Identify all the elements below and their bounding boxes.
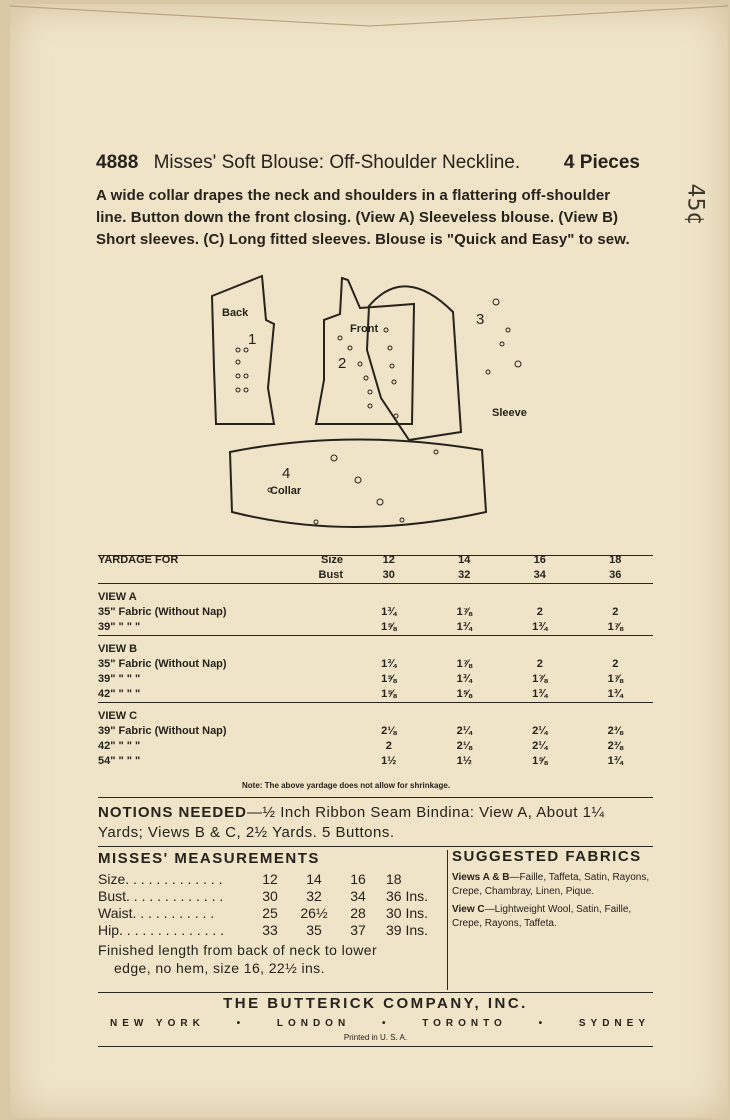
yardage-cell: 2 — [536, 606, 543, 618]
fabrics-c — [452, 903, 657, 931]
piece-back-label: Back — [222, 307, 249, 319]
notions-needed — [98, 803, 653, 843]
yardage-cell: 1⅝ — [381, 673, 397, 685]
city-sydney: SYDNEY — [578, 1018, 650, 1029]
yardage-cell: 1½ — [456, 755, 472, 767]
finished-length-line: edge, no hem, size 16, 22½ ins. — [114, 960, 325, 976]
fabrics-ab-label: Views A & B — [452, 872, 510, 883]
fabrics-title: SUGGESTED FABRICS — [452, 848, 642, 865]
yardage-row-label: 39" " " " — [98, 673, 141, 685]
measurement-value: 14 — [306, 871, 322, 887]
yardage-table — [98, 553, 653, 769]
notions-bottom-rule — [98, 846, 653, 847]
yardage-cell: 1⅞ — [607, 621, 623, 633]
measurement-value: 12 — [262, 871, 278, 887]
yardage-row-label: 35" Fabric (Without Nap) — [98, 658, 227, 670]
yardage-cell: 1⅝ — [381, 688, 397, 700]
finished-length — [98, 941, 448, 977]
view-b-label: VIEW B — [98, 643, 138, 655]
measurement-value: 28 — [350, 905, 366, 921]
bust-36: 36 — [609, 569, 622, 581]
yardage-cell: 1¾ — [456, 673, 472, 685]
yardage-row-label: 42" " " " — [98, 740, 141, 752]
bust-32: 32 — [458, 569, 471, 581]
measurement-value: 30 Ins. — [386, 905, 429, 921]
yardage-cell: 2 — [612, 658, 619, 670]
yardage-title: YARDAGE FOR — [98, 554, 179, 566]
description-line: A wide collar drapes the neck and shoulders in a flattering off-shoulder — [96, 187, 611, 204]
measurement-label: Bust. . . . . . . . . . . . . — [98, 888, 224, 904]
bust-30: 30 — [382, 569, 395, 581]
yardage-cell: 1¾ — [607, 688, 623, 700]
price-label: 45¢ — [682, 183, 708, 226]
city-new-york: NEW YORK — [110, 1018, 205, 1029]
misses-measurements — [98, 850, 448, 977]
yardage-row-label: 42" " " " — [98, 688, 141, 700]
city-toronto: TORONTO — [422, 1018, 507, 1029]
yardage-cell: 1⅞ — [456, 606, 472, 618]
piece-back-number: 1 — [248, 331, 257, 348]
yardage-row-label: 39" Fabric (Without Nap) — [98, 725, 227, 737]
yardage-cell: 1⅞ — [456, 658, 472, 670]
yardage-cell: 2 — [612, 606, 619, 618]
column-divider — [447, 850, 448, 990]
yardage-cell: 1½ — [381, 755, 397, 767]
yardage-cell: 2 — [385, 740, 392, 752]
measurement-row — [98, 888, 448, 905]
measurement-label: Waist. . . . . . . . . . . — [98, 905, 215, 921]
measurement-value: 30 — [262, 888, 278, 904]
measurement-label: Size. . . . . . . . . . . . . — [98, 871, 223, 887]
yardage-cell: 2 — [536, 658, 543, 670]
measurement-row — [98, 905, 448, 922]
measurement-value: 32 — [306, 888, 322, 904]
size-16: 16 — [533, 554, 546, 566]
description-line: line. Button down the front closing. (View A) Sleeveless blouse. (View B) — [96, 209, 619, 226]
measurement-row — [98, 922, 448, 939]
description — [96, 185, 656, 251]
piece-collar-label: Collar — [270, 485, 302, 497]
notions-heading: NOTIONS NEEDED — [98, 804, 248, 821]
company-name: THE BUTTERICK COMPANY, INC. — [223, 995, 528, 1012]
finished-length-line: Finished length from back of neck to lower — [98, 942, 378, 958]
yardage-cell: 1⅞ — [532, 673, 548, 685]
yardage-cell: 1¾ — [381, 606, 397, 618]
city-separator: • — [236, 1018, 246, 1029]
view-a-label: VIEW A — [98, 591, 137, 603]
yardage-cell: 1¾ — [532, 621, 548, 633]
measurement-value: 37 — [350, 922, 366, 938]
yardage-note: Note: The above yardage does not allow for shrinkage. — [242, 781, 451, 790]
footer-top-rule — [98, 992, 653, 993]
yardage-cell: 1⅝ — [532, 755, 548, 767]
measurement-value: 16 — [350, 871, 366, 887]
city-separator: • — [381, 1018, 391, 1029]
printed-in: Printed in U. S. A. — [343, 1033, 408, 1042]
yardage-cell: 1⅝ — [381, 621, 397, 633]
pieces-count: 4 Pieces — [563, 152, 640, 173]
yardage-cell: 2¼ — [532, 740, 548, 752]
measurement-value: 36 Ins. — [386, 888, 429, 904]
measurement-value: 18 — [386, 871, 402, 887]
envelope-flap — [10, 4, 728, 44]
notions-text: —½ Inch Ribbon Seam Bindina: View A, About 1¼ Yards; Views B & C, 2½ Yards. 5 Buttons. — [98, 804, 605, 841]
fabrics-ab — [452, 871, 657, 899]
view-c-label: VIEW C — [98, 710, 138, 722]
fabrics-c-text: —Lightweight Wool, Satin, Faille, Crepe, Rayons, Taffeta. — [452, 904, 632, 929]
measurement-value: 26½ — [300, 905, 328, 921]
yardage-cell: 2⅛ — [381, 725, 397, 737]
piece-front-outline — [316, 278, 414, 424]
city-separator: • — [538, 1018, 548, 1029]
piece-collar-number: 4 — [282, 465, 291, 482]
yardage-cell: 2¼ — [456, 725, 472, 737]
piece-back-outline — [212, 276, 274, 424]
bust-label: Bust — [318, 569, 343, 581]
yardage-row-label: 54" " " " — [98, 755, 141, 767]
piece-sleeve-number: 3 — [476, 311, 485, 328]
yardage-cell: 2⅛ — [456, 740, 472, 752]
suggested-fabrics — [452, 850, 657, 931]
measurement-label: Hip. . . . . . . . . . . . . . — [98, 922, 225, 938]
pattern-number: 4888 — [96, 152, 139, 173]
size-18: 18 — [609, 554, 622, 566]
size-12: 12 — [382, 554, 395, 566]
bust-34: 34 — [533, 569, 546, 581]
piece-sleeve-label: Sleeve — [492, 407, 527, 419]
fabrics-ab-text: —Faille, Taffeta, Satin, Rayons, Crepe, Chambray, Linen, Pique. — [452, 872, 650, 897]
yardage-cell: 1⅝ — [456, 688, 472, 700]
piece-front-number: 2 — [338, 355, 347, 372]
yardage-row-label: 39" " " " — [98, 621, 141, 633]
city-london: LONDON — [276, 1018, 351, 1029]
yardage-cell: 1¾ — [532, 688, 548, 700]
company-cities — [110, 1018, 650, 1029]
measurement-value: 35 — [306, 922, 322, 938]
yardage-row-label: 35" Fabric (Without Nap) — [98, 606, 227, 618]
yardage-cell: 1¾ — [456, 621, 472, 633]
measurement-value: 33 — [262, 922, 278, 938]
pattern-title: Misses' Soft Blouse: Off-Shoulder Neckline. — [153, 152, 521, 173]
yardage-cell: 2¼ — [532, 725, 548, 737]
description-line: Short sleeves. (C) Long fitted sleeves. Blouse is "Quick and Easy" to sew. — [96, 231, 630, 248]
footer-bottom-rule — [98, 1046, 653, 1047]
yardage-cell: 1⅞ — [607, 673, 623, 685]
measurements-title: MISSES' MEASUREMENTS — [98, 850, 320, 867]
fabrics-c-label: View C — [452, 904, 485, 915]
yardage-cell: 2⅜ — [607, 740, 623, 752]
yardage-cell: 1¾ — [607, 755, 623, 767]
measurement-value: 34 — [350, 888, 366, 904]
pattern-pieces-diagram — [190, 268, 527, 538]
measurement-value: 25 — [262, 905, 278, 921]
size-label: Size — [320, 554, 343, 566]
notions-top-rule — [98, 797, 653, 798]
yardage-cell: 2⅜ — [607, 725, 623, 737]
piece-front-label: Front — [350, 323, 379, 335]
measurement-value: 39 Ins. — [386, 922, 429, 938]
yardage-cell: 1¾ — [381, 658, 397, 670]
pattern-header — [96, 152, 656, 174]
size-14: 14 — [458, 554, 471, 566]
measurement-row — [98, 871, 448, 888]
